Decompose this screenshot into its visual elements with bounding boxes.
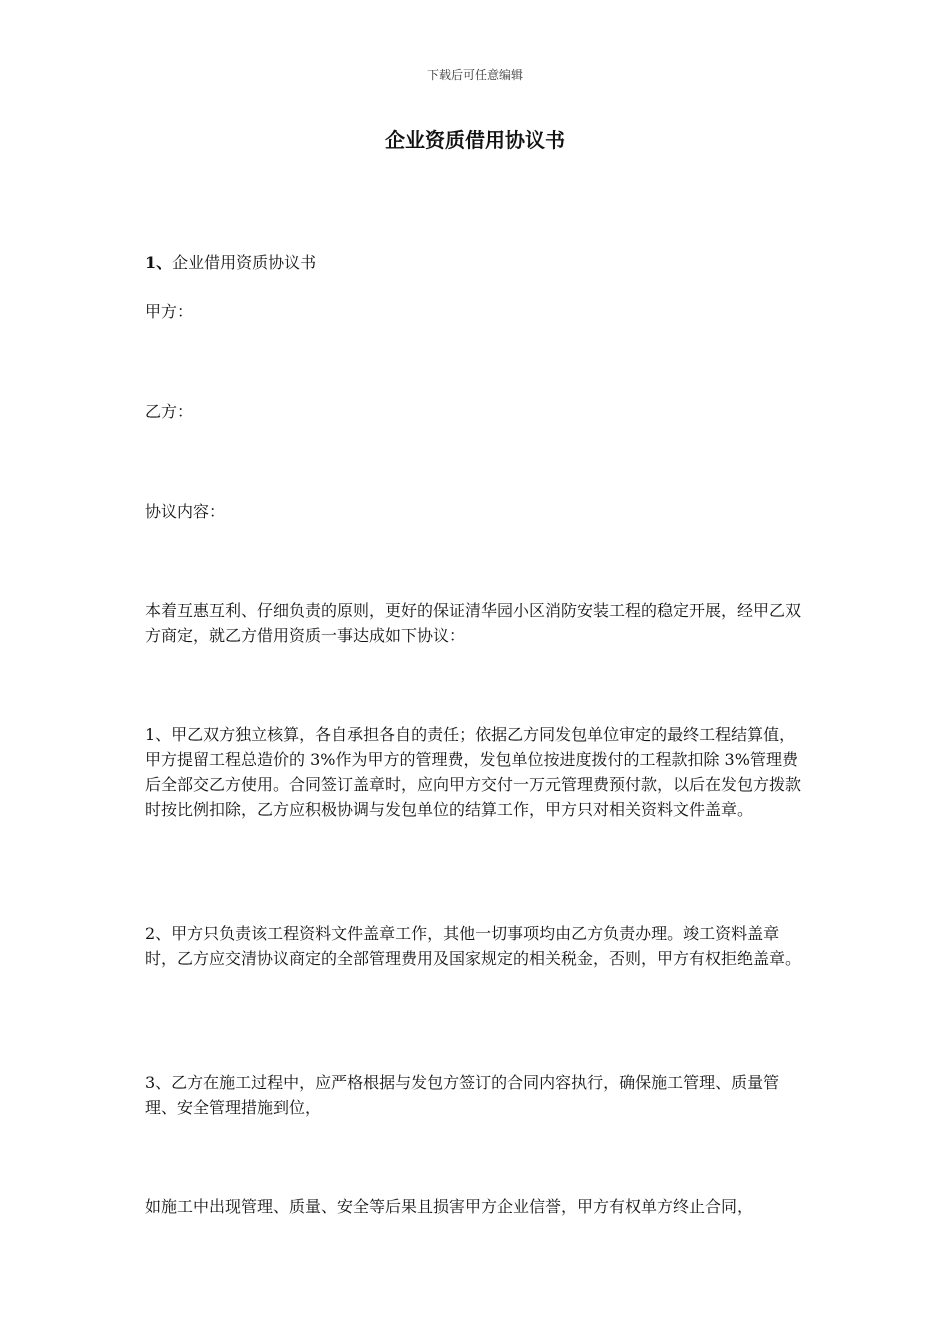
clause-2-paragraph: 2、甲方只负责该工程资料文件盖章工作，其他一切事项均由乙方负责办理。竣工资料盖章时，乙方应交清协议商定的全部管理费用及国家规定的相关税金，否则，甲方有权拒绝盖章。 [145,924,802,968]
clause-3-continued-paragraph: 如施工中出现管理、质量、安全等后果且损害甲方企业信誉，甲方有权单方终止合同， [145,1197,754,1216]
header-note: 下载后可任意编辑 [426,68,523,82]
document-title: 企业资质借用协议书 [385,128,565,152]
section-heading-text: 企业借用资质协议书 [172,253,317,272]
clause-1-paragraph: 1、甲乙双方独立核算，各自承担各自的责任；依据乙方同发包单位审定的最终工程结算值，甲方提留工程总造价的 3%作为甲方的管理费，发包单位按进度拨付的工程款扣除 3%管理费后全部交乙方使用。合同签订盖章时，应向甲方交付一万元管理费预付款，以后在发包方拨款时按比例扣除，乙方应积极协调与发包单位的结算工作，甲方只对相关资料文件盖章。 [145,725,802,819]
party-a-label: 甲方： [145,302,194,321]
clause-3-paragraph: 3、乙方在施工过程中，应严格根据与发包方签订的合同内容执行，确保施工管理、质量管理、安全管理措施到位， [145,1073,780,1117]
section-number: 1、 [145,253,173,272]
party-b-label: 乙方： [145,402,194,421]
section-heading [145,250,810,275]
intro-paragraph: 本着互惠互利、仔细负责的原则，更好的保证清华园小区消防安装工程的稳定开展，经甲乙双方商定，就乙方借用资质一事达成如下协议： [145,601,802,645]
agreement-content-label: 协议内容： [145,502,226,521]
